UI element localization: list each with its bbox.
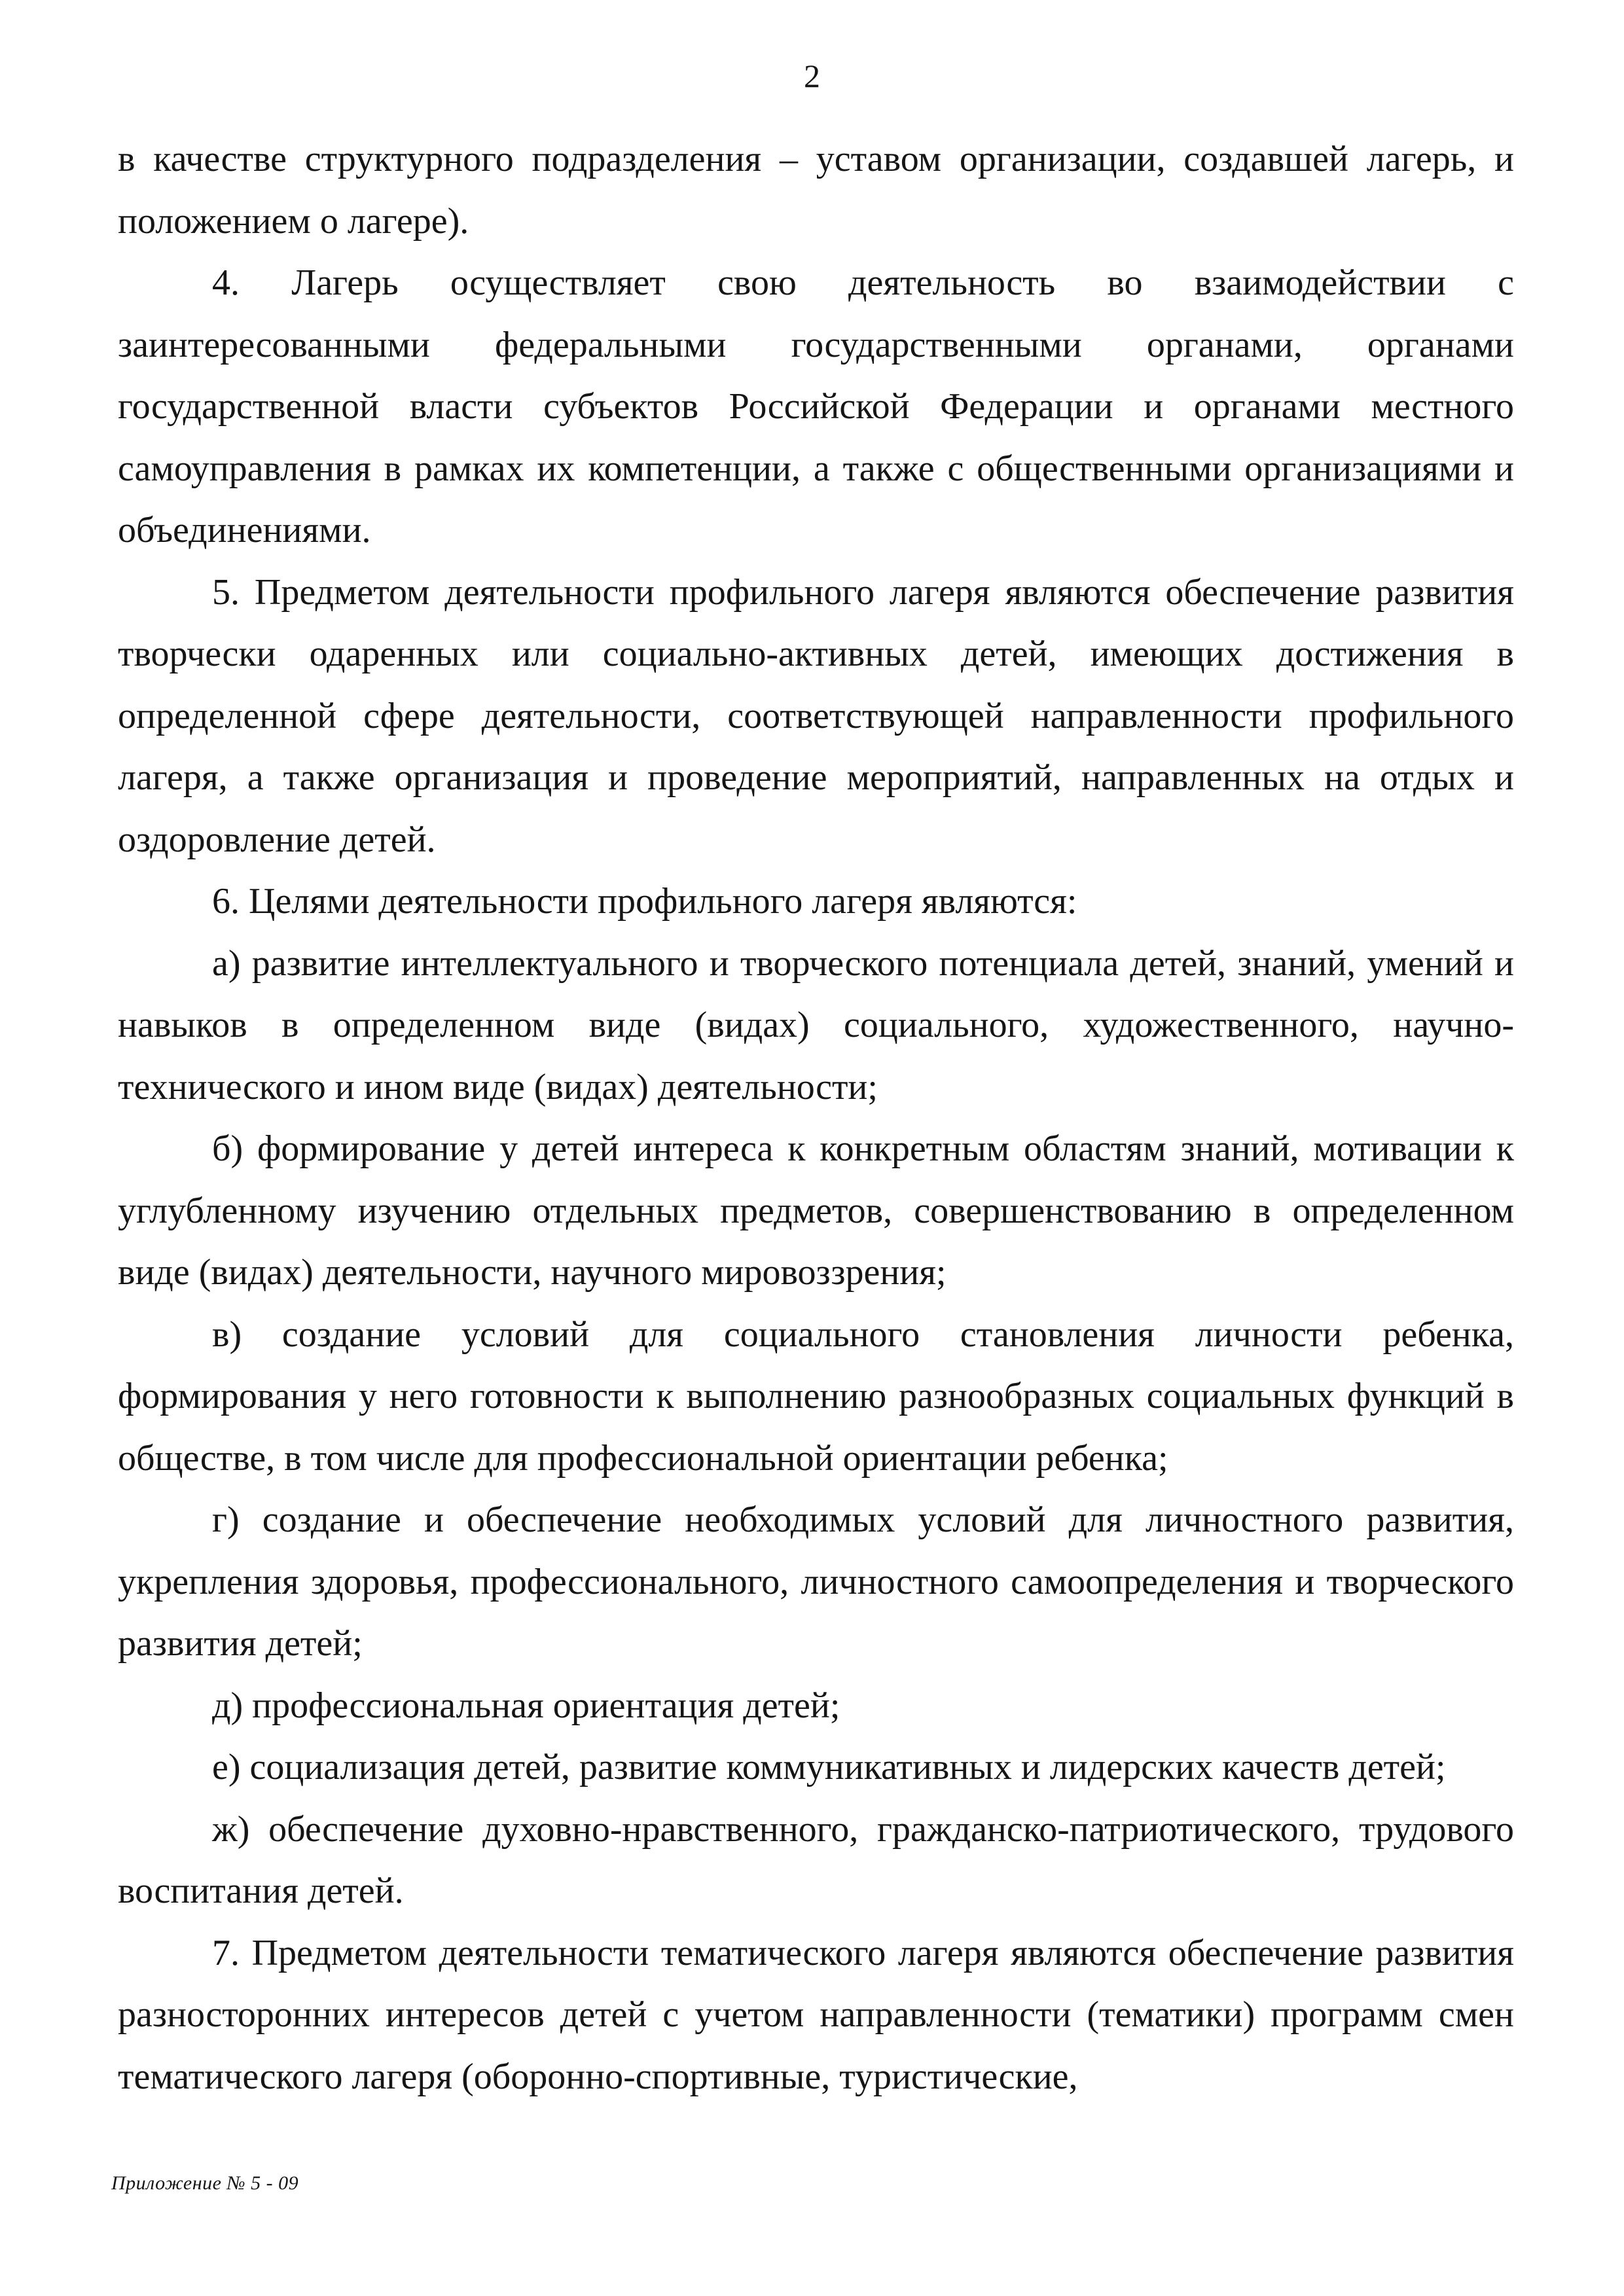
subitem-v: в) создание условий для социального становления личности ребенка, формирования у него готовности к выполнению разнообразных социальных функций в обществе, в том числе для профессиональной ориентации ребенка; — [118, 1314, 1514, 1479]
paragraph-item-7: 7. Предметом деятельности тематического лагеря являются обеспечение развития разносторонних интересов детей с учетом направленности (тематики) программ смен тематического лагеря (оборонно-спортивные, туристические, — [118, 1932, 1514, 2097]
footer-annex-label: Приложение № 5 - 09 — [111, 2172, 299, 2194]
paragraph-item-4: 4. Лагерь осуществляет свою деятельность во взаимодействии с заинтересованными федеральными государственными органами, органами государственной власти субъектов Российской Федерации и органами местного самоуправления в рамках их компетенции, а также с общественными организациями и объединениями. — [118, 262, 1514, 550]
page-number: 2 — [804, 58, 820, 94]
subitem-g: г) создание и обеспечение необходимых условий для личностного развития, укрепления здоровья, профессионального, личностного самоопределения и творческого развития детей; — [118, 1499, 1514, 1664]
subitem-zh: ж) обеспечение духовно-нравственного, гражданско-патриотического, трудового воспитания детей. — [118, 1808, 1514, 1911]
subitem-d: д) профессиональная ориентация детей; — [212, 1685, 840, 1726]
document-body — [118, 128, 1514, 2108]
subitem-b: б) формирование у детей интереса к конкретным областям знаний, мотивации к углубленному изучению отдельных предметов, совершенствованию в определенном виде (видах) деятельности, научного мировоззрения; — [118, 1128, 1514, 1293]
paragraph-item-5: 5. Предметом деятельности профильного лагеря являются обеспечение развития творчески одаренных или социально-активных детей, имеющих достижения в определенной сфере деятельности, соответствующей направленности профильного лагеря, а также организация и проведение мероприятий, направленных на отдых и оздоровление детей. — [118, 571, 1514, 860]
subitem-e: е) социализация детей, развитие коммуникативных и лидерских качеств детей; — [212, 1747, 1446, 1787]
paragraph-continuation: в качестве структурного подразделения – уставом организации, создавшей лагерь, и положением о лагере). — [118, 139, 1514, 242]
subitem-a: а) развитие интеллектуального и творческого потенциала детей, знаний, умений и навыков в определенном виде (видах) социального, художественного, научно-технического и ином виде (видах) деятельности; — [118, 942, 1514, 1107]
paragraph-item-6: 6. Целями деятельности профильного лагеря являются: — [212, 881, 1077, 922]
